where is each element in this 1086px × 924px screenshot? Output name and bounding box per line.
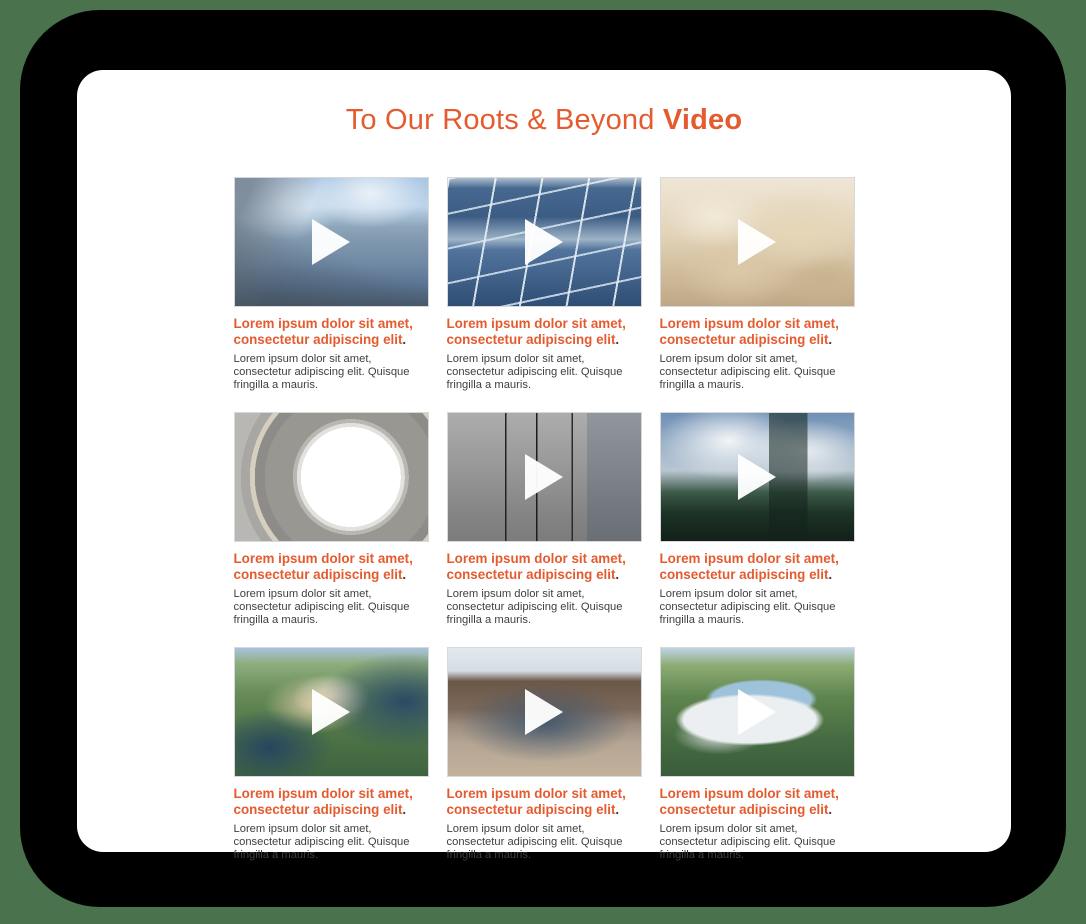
video-card-description: Lorem ipsum dolor sit amet, consectetur adipiscing elit. Quisque fringilla a mauris. <box>233 588 410 626</box>
video-card-heading-period: . <box>402 567 407 582</box>
pilot-plant-brick-factory-thumbnail[interactable] <box>447 647 642 777</box>
play-icon[interactable] <box>311 218 351 266</box>
page-title-regular: To Our Roots & Beyond <box>345 104 663 136</box>
video-card-heading-period: . <box>615 802 620 817</box>
video-card <box>660 412 855 627</box>
video-grid <box>234 177 855 862</box>
video-card-heading-text: Lorem ipsum dolor sit amet, consectetur adipiscing elit <box>233 786 413 817</box>
video-card-heading-text: Lorem ipsum dolor sit amet, consectetur adipiscing elit <box>446 786 626 817</box>
video-card <box>234 647 429 862</box>
video-card-heading-text: Lorem ipsum dolor sit amet, consectetur adipiscing elit <box>446 316 626 347</box>
play-icon[interactable] <box>737 453 777 501</box>
video-card-description: Lorem ipsum dolor sit amet, consectetur adipiscing elit. Quisque fringilla a mauris. <box>659 823 836 861</box>
content-panel <box>77 70 1011 861</box>
video-card-heading-text: Lorem ipsum dolor sit amet, consectetur adipiscing elit <box>446 551 626 582</box>
video-card-description: Lorem ipsum dolor sit amet, consectetur adipiscing elit. Quisque fringilla a mauris. <box>233 823 410 861</box>
video-card <box>447 647 642 862</box>
video-card-description: Lorem ipsum dolor sit amet, consectetur adipiscing elit. Quisque fringilla a mauris. <box>446 823 623 861</box>
video-card-heading-period: . <box>828 567 833 582</box>
play-icon[interactable] <box>311 688 351 736</box>
video-card-heading-period: . <box>828 802 833 817</box>
video-card <box>234 412 429 627</box>
video-card-heading-text: Lorem ipsum dolor sit amet, consectetur adipiscing elit <box>659 551 839 582</box>
video-card-heading <box>447 316 642 348</box>
play-icon[interactable] <box>737 688 777 736</box>
video-card-heading <box>660 316 855 348</box>
video-card <box>447 177 642 392</box>
play-icon[interactable] <box>737 218 777 266</box>
video-card-heading-period: . <box>402 802 407 817</box>
video-card-heading <box>234 786 429 818</box>
video-card-heading <box>660 551 855 583</box>
video-card <box>234 177 429 392</box>
page-title <box>77 104 1011 137</box>
video-card-description: Lorem ipsum dolor sit amet, consectetur adipiscing elit. Quisque fringilla a mauris. <box>659 588 836 626</box>
video-card-description: Lorem ipsum dolor sit amet, consectetur adipiscing elit. Quisque fringilla a mauris. <box>233 353 410 391</box>
video-card-heading-text: Lorem ipsum dolor sit amet, consectetur adipiscing elit <box>233 316 413 347</box>
aerial-mill-forest-lakes-thumbnail[interactable] <box>234 647 429 777</box>
play-icon[interactable] <box>311 453 351 501</box>
video-card-heading-text: Lorem ipsum dolor sit amet, consectetur adipiscing elit <box>233 551 413 582</box>
video-card-heading <box>234 551 429 583</box>
video-card-description: Lorem ipsum dolor sit amet, consectetur adipiscing elit. Quisque fringilla a mauris. <box>446 353 623 391</box>
play-icon[interactable] <box>524 453 564 501</box>
video-card-description: Lorem ipsum dolor sit amet, consectetur adipiscing elit. Quisque fringilla a mauris. <box>659 353 836 391</box>
wind-turbines-grayscale-aerial-thumbnail[interactable] <box>447 412 642 542</box>
rotating-drum-machine-thumbnail[interactable] <box>234 412 429 542</box>
video-card-heading-text: Lorem ipsum dolor sit amet, consectetur adipiscing elit <box>659 786 839 817</box>
video-card-description: Lorem ipsum dolor sit amet, consectetur adipiscing elit. Quisque fringilla a mauris. <box>446 588 623 626</box>
paper-mill-valley-aerial-thumbnail[interactable] <box>660 647 855 777</box>
video-card <box>447 412 642 627</box>
wood-pellets-thumbnail[interactable] <box>660 177 855 307</box>
video-card-heading-period: . <box>828 332 833 347</box>
video-card-heading-text: Lorem ipsum dolor sit amet, consectetur adipiscing elit <box>659 316 839 347</box>
video-card-heading-period: . <box>615 567 620 582</box>
video-card-heading-period: . <box>615 332 620 347</box>
video-card-heading <box>660 786 855 818</box>
video-card <box>660 177 855 392</box>
biofuel-bottle-forest-sky-thumbnail[interactable] <box>660 412 855 542</box>
play-icon[interactable] <box>524 688 564 736</box>
solar-panel-field-thumbnail[interactable] <box>447 177 642 307</box>
industrial-plant-blue-pipes-thumbnail[interactable] <box>234 177 429 307</box>
play-icon[interactable] <box>524 218 564 266</box>
video-card-heading <box>234 316 429 348</box>
video-card-heading-period: . <box>402 332 407 347</box>
video-card-heading <box>447 786 642 818</box>
video-card-heading <box>447 551 642 583</box>
page-title-bold: Video <box>662 104 743 136</box>
video-card <box>660 647 855 862</box>
